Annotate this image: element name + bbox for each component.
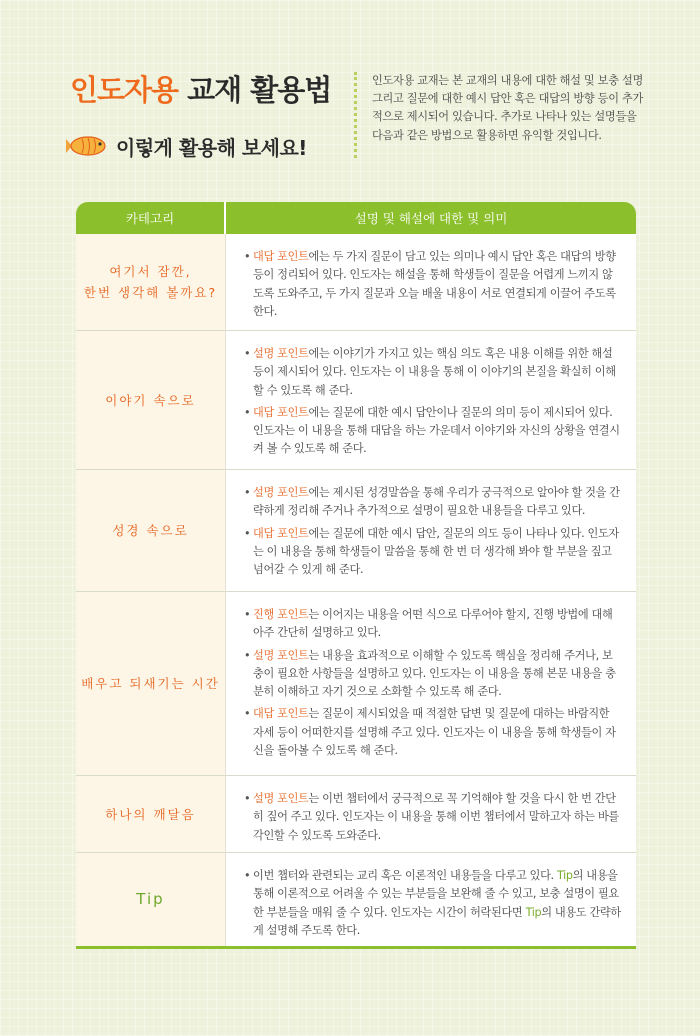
tip-label: Tip <box>556 869 573 882</box>
description-cell <box>226 776 636 852</box>
header-category: 카테고리 <box>76 202 226 234</box>
category-cell <box>76 234 226 330</box>
description-cell <box>226 470 636 591</box>
description-cell <box>226 592 636 775</box>
table-header <box>76 202 636 234</box>
description-cell <box>226 234 636 330</box>
description-cell <box>226 331 636 469</box>
intro-text: 인도자용 교재는 본 교재의 내용에 대한 해설 및 보충 설명 그리고 질문에 대한 예시 답안 혹은 대답의 방향 등이 추가적으로 제시되어 있습니다. 추가로 나타나 있는 설명들을 다음과 같은 방법으로 활용하면 유익할 것입니다. <box>372 74 643 142</box>
point-text: 의 내용도 간략하게 설명해 주도록 한다. <box>253 905 621 937</box>
usage-table <box>76 202 636 949</box>
point-label: 대답 포인트 <box>253 250 309 263</box>
point-text: 의 내용을 통해 이론적으로 어려울 수 있는 부분들을 보완해 줄 수 있고, 보충 설명이 필요한 부분들을 매워 줄 수 있다. 인도자는 시간이 허락된다면 <box>253 869 619 919</box>
table-row <box>76 234 636 331</box>
category-line: 하나의 깨달음 <box>105 806 196 822</box>
description-cell <box>226 853 636 946</box>
fish-icon <box>66 134 108 158</box>
table-row <box>76 331 636 470</box>
category-cell <box>76 776 226 852</box>
list-item <box>244 525 622 580</box>
list-item <box>244 790 622 845</box>
point-text: 는 내용을 효과적으로 이해할 수 있도록 핵심을 정리해 주거나, 보충이 필요한 사항들을 설명하고 있다. 인도자는 이 내용을 통해 본문 내용을 충분히 이해하고 자기 것으로 소화할 수 있도록 해 준다. <box>253 648 616 699</box>
point-text: 에는 질문에 대한 예시 답안이나 질문의 의미 등이 제시되어 있다. 인도자는 이 내용을 통해 대답을 하는 가운데서 이야기와 자신의 상황을 연결시켜 볼 수 있도록 해 준다. <box>253 405 620 456</box>
list-item <box>244 484 622 521</box>
list-item <box>244 647 622 702</box>
list-item <box>244 345 622 400</box>
header-description: 설명 및 해설에 대한 및 의미 <box>354 211 508 226</box>
category-line: Tip <box>136 890 165 908</box>
point-text: 에는 질문에 대한 예시 답안, 질문의 의도 등이 나타나 있다. 인도자는 이 내용을 통해 학생들이 말씀을 통해 한 번 더 생각해 봐야 할 부분을 짚고 넘어갈 수 있게 해 준다. <box>253 526 619 577</box>
category-cell <box>76 853 226 946</box>
point-label: 대답 포인트 <box>253 707 309 721</box>
point-label: 설명 포인트 <box>253 648 309 662</box>
point-text: 는 이어지는 내용을 어떤 식으로 다루어야 할지, 진행 방법에 대해 아주 간단히 설명하고 있다. <box>253 608 613 640</box>
list-item <box>244 248 622 321</box>
table-row <box>76 592 636 776</box>
list-item <box>244 867 622 940</box>
header <box>0 0 700 200</box>
category-line: 배우고 되새기는 시간 <box>81 676 220 691</box>
point-label: 설명 포인트 <box>253 486 309 499</box>
point-label: 진행 포인트 <box>253 608 309 621</box>
list-item <box>244 404 622 459</box>
subtitle: 이렇게 활용해 보세요! <box>116 135 307 160</box>
category-line: 여기서 잠깐, <box>109 264 192 279</box>
title-accent: 인도자용 <box>70 73 179 107</box>
point-text: 는 질문이 제시되었을 때 적절한 답변 및 질문에 대하는 바람직한 자세 등이 어떠한지를 설명해 주고 있다. 인도자는 이 내용을 통해 학생들이 자신을 돌아볼 수 있도록 해 준다. <box>253 707 616 758</box>
subtitle-row <box>66 128 307 164</box>
tip-label: Tip <box>525 905 542 919</box>
point-label: 대답 포인트 <box>253 405 309 419</box>
page-title <box>70 68 331 109</box>
point-text: 는 이번 챕터에서 궁극적으로 꼭 기억해야 할 것을 다시 한 번 간단히 짚어 주고 있다. 인도자는 이 내용을 통해 이번 챕터에서 말하고자 하는 바를 각인할 수 있도록 도와준다. <box>253 792 619 842</box>
point-text: 이번 챕터와 관련되는 교리 혹은 이론적인 내용들을 다루고 있다. <box>253 869 557 882</box>
table-row <box>76 470 636 592</box>
point-text: 에는 이야기가 가지고 있는 핵심 의도 혹은 내용 이해를 위한 해설 등이 제시되어 있다. 인도자는 이 내용을 통해 이 이야기의 본질을 확실히 이해할 수 있도록 해 준다. <box>253 347 616 397</box>
point-label: 설명 포인트 <box>253 347 309 360</box>
category-cell <box>76 331 226 469</box>
category-cell <box>76 592 226 775</box>
title-rest: 교재 활용법 <box>178 73 332 107</box>
dotted-divider <box>354 72 357 158</box>
point-label: 설명 포인트 <box>253 792 309 805</box>
list-item <box>244 606 622 643</box>
point-label: 대답 포인트 <box>253 526 309 540</box>
point-text: 에는 두 가지 질문이 담고 있는 의미나 예시 답안 혹은 대답의 방향 등이 정리되어 있다. 인도자는 해설을 통해 학생들이 질문을 어렵게 느끼지 않도록 도와주고, 두 가지 질문과 오늘 배울 내용이 서로 연결되게 이끌어 주도록 한다. <box>253 250 616 318</box>
point-text: 에는 제시된 성경말씀을 통해 우리가 궁극적으로 알아야 할 것을 간략하게 정리해 주거나 추가적으로 설명이 필요한 내용들을 다루고 있다. <box>253 486 620 518</box>
table-row <box>76 776 636 853</box>
category-line: 이야기 속으로 <box>105 392 196 408</box>
category-cell <box>76 470 226 591</box>
list-item <box>244 705 622 760</box>
category-line: 한번 생각해 볼까요? <box>83 285 218 300</box>
category-line: 성경 속으로 <box>112 523 189 538</box>
table-row <box>76 853 636 949</box>
